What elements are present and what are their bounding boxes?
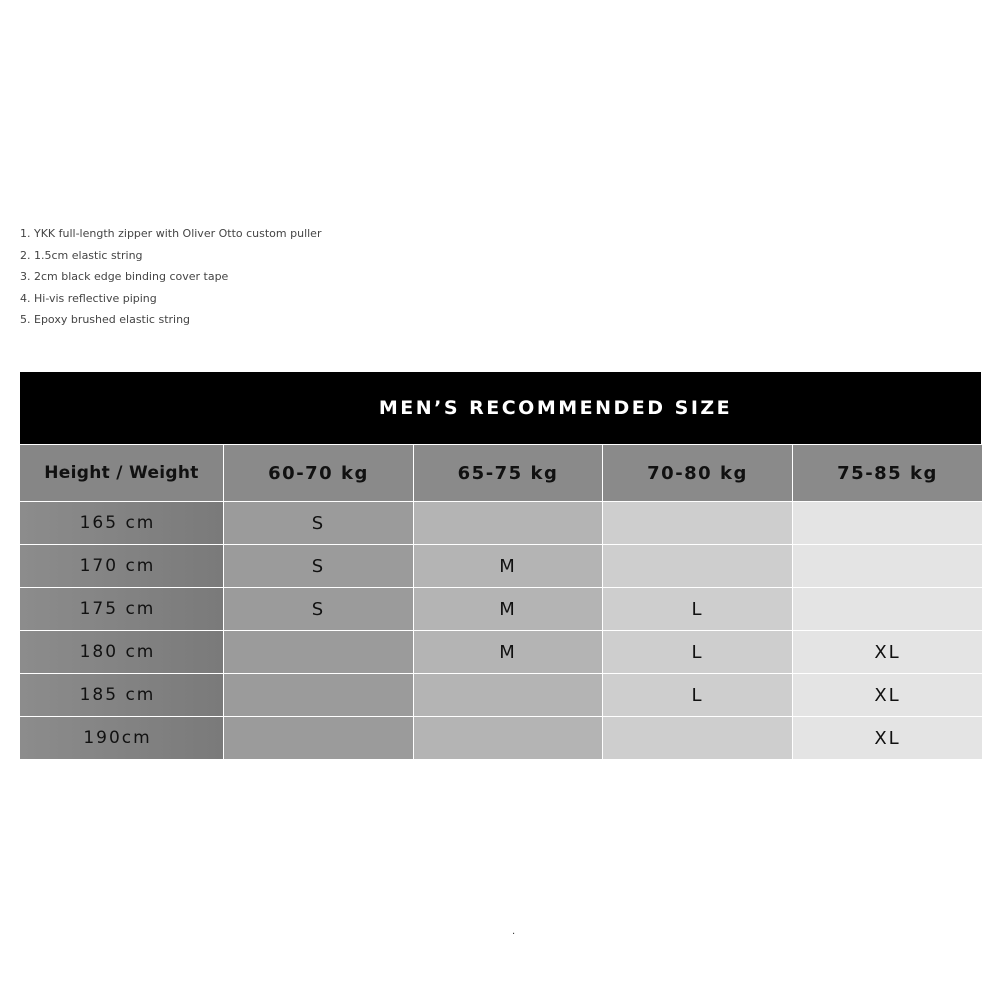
height-label: 165 cm bbox=[20, 502, 223, 544]
size-cell: XL bbox=[793, 717, 982, 759]
height-label: 190cm bbox=[20, 717, 223, 759]
size-cell bbox=[414, 674, 602, 716]
size-cell: L bbox=[603, 631, 792, 673]
size-cell bbox=[793, 588, 982, 630]
size-cell bbox=[603, 502, 792, 544]
size-cell: M bbox=[414, 631, 602, 673]
size-cell: XL bbox=[793, 674, 982, 716]
size-cell: S bbox=[224, 502, 413, 544]
size-chart-title: MEN’S RECOMMENDED SIZE bbox=[20, 372, 981, 444]
size-cell bbox=[414, 502, 602, 544]
size-cell bbox=[603, 545, 792, 587]
feature-item: 4. Hi-vis reflective piping bbox=[20, 291, 157, 305]
size-cell bbox=[414, 717, 602, 759]
feature-item: 5. Epoxy brushed elastic string bbox=[20, 313, 191, 327]
footer-mark: . bbox=[512, 926, 516, 937]
header-weight-range: 75-85 kg bbox=[793, 445, 982, 501]
feature-item: 2. 1.5cm elastic string bbox=[20, 248, 143, 262]
size-cell: XL bbox=[793, 631, 982, 673]
height-label: 180 cm bbox=[20, 631, 223, 673]
size-cell bbox=[224, 674, 413, 716]
feature-list bbox=[20, 226, 321, 334]
size-cell: M bbox=[414, 588, 602, 630]
size-cell: M bbox=[414, 545, 602, 587]
header-height-weight: Height / Weight bbox=[20, 445, 223, 501]
size-cell: S bbox=[224, 545, 413, 587]
height-label: 170 cm bbox=[20, 545, 223, 587]
size-cell bbox=[224, 631, 413, 673]
header-weight-range: 70-80 kg bbox=[603, 445, 792, 501]
size-cell bbox=[603, 717, 792, 759]
size-cell: L bbox=[603, 674, 792, 716]
size-cell: L bbox=[603, 588, 792, 630]
size-chart-grid bbox=[20, 444, 981, 759]
size-cell bbox=[224, 717, 413, 759]
height-label: 175 cm bbox=[20, 588, 223, 630]
size-chart-table bbox=[20, 372, 981, 759]
feature-item: 1. YKK full-length zipper with Oliver Otto custom puller bbox=[20, 227, 322, 240]
header-weight-range: 65-75 kg bbox=[414, 445, 602, 501]
feature-item: 3. 2cm black edge binding cover tape bbox=[20, 270, 229, 284]
height-label: 185 cm bbox=[20, 674, 223, 716]
size-cell bbox=[793, 545, 982, 587]
size-cell: S bbox=[224, 588, 413, 630]
size-cell bbox=[793, 502, 982, 544]
header-weight-range: 60-70 kg bbox=[224, 445, 413, 501]
